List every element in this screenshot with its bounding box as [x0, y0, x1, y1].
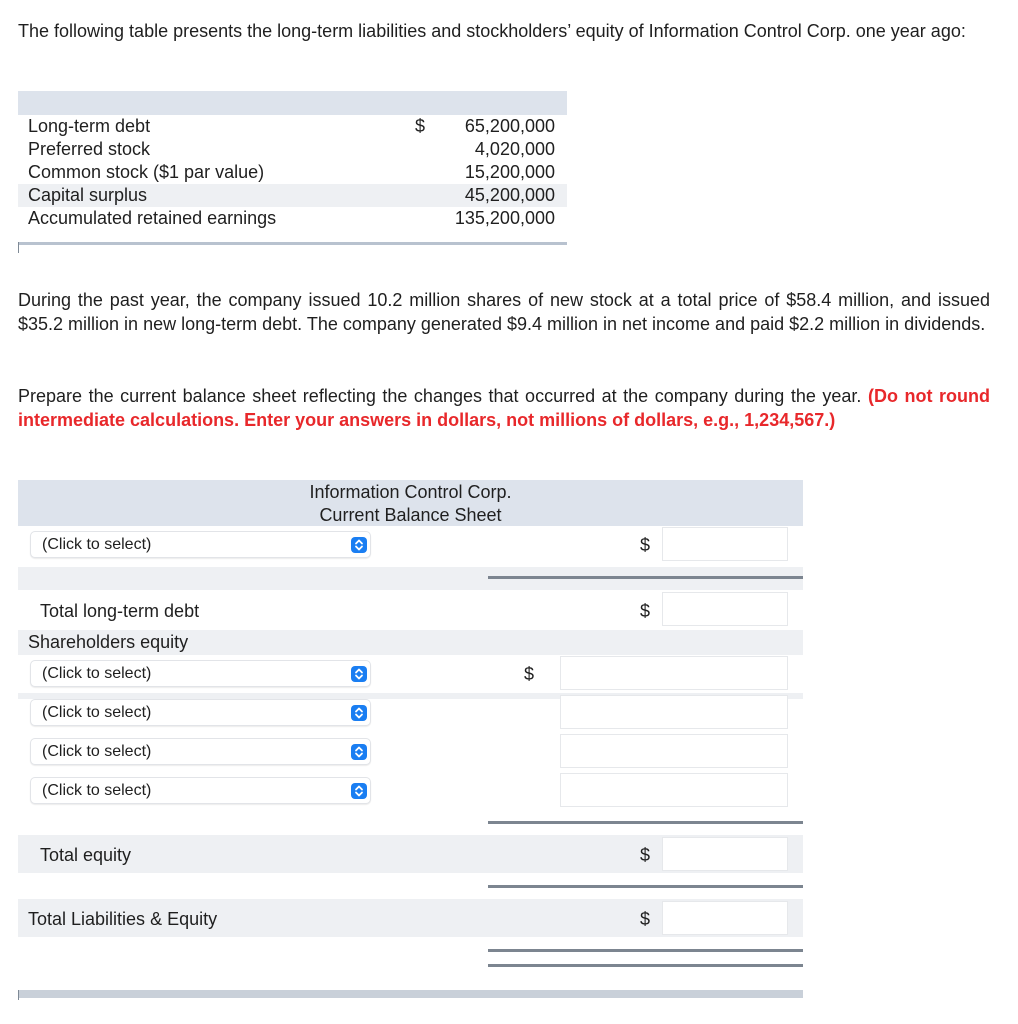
company-name: Information Control Corp. [309, 482, 512, 502]
problem-paragraph: During the past year, the company issued 10.2 million shares of new stock at a total price of $58.4 million, and issued $35.2 million in new long-term debt. The company generated $9.4 million in net income and paid $2.2 million in dividends. [18, 290, 990, 334]
total-liabilities-equity-label: Total Liabilities & Equity [28, 909, 218, 929]
row-label: Long-term debt [28, 116, 151, 136]
row-value: 4,020,000 [474, 139, 555, 159]
row-value: 135,200,000 [454, 208, 555, 228]
row-label: Preferred stock [28, 139, 151, 159]
table-row [18, 161, 567, 184]
currency-symbol: $ [640, 535, 651, 555]
select-chevron-icon [351, 783, 367, 799]
select-chevron-icon [351, 705, 367, 721]
equity-account-select-1[interactable] [30, 660, 371, 687]
debt-account-select[interactable] [30, 531, 371, 558]
given-liabilities-table [18, 91, 567, 253]
shareholders-equity-header: Shareholders equity [28, 632, 189, 652]
total-equity-input[interactable] [662, 837, 788, 871]
double-rule-top [488, 949, 803, 952]
select-placeholder: (Click to select) [42, 782, 152, 799]
balance-sheet-title-band [18, 480, 803, 526]
select-placeholder: (Click to select) [42, 743, 152, 760]
currency-symbol: $ [640, 845, 651, 865]
currency-symbol: $ [415, 116, 426, 136]
table-bottom-border [18, 990, 803, 998]
equity-account-select-3[interactable] [30, 738, 371, 765]
select-placeholder: (Click to select) [42, 536, 152, 553]
debt-amount-input[interactable] [662, 527, 788, 561]
currency-symbol: $ [640, 909, 651, 929]
subtotal-rule [488, 576, 803, 579]
instruction-text: Prepare the current balance sheet reflecting the changes that occurred at the company during the year. [18, 386, 862, 406]
table-header-band [18, 91, 567, 115]
table-corner-tick [18, 990, 19, 1000]
balance-sheet-answer-table [18, 480, 803, 1000]
select-placeholder: (Click to select) [42, 665, 152, 682]
equity-amount-input-2[interactable] [560, 695, 788, 729]
total-rule [488, 885, 803, 888]
equity-account-select-2[interactable] [30, 699, 371, 726]
row-label: Accumulated retained earnings [28, 208, 277, 228]
sheet-title: Current Balance Sheet [319, 505, 502, 525]
instruction-paragraph [18, 384, 990, 432]
table-corner-tick [18, 242, 19, 253]
subtotal-rule [488, 821, 803, 824]
table-bottom-border [18, 242, 567, 245]
table-row [18, 207, 567, 230]
select-chevron-icon [351, 666, 367, 682]
total-liabilities-equity-input[interactable] [662, 901, 788, 935]
equity-amount-input-3[interactable] [560, 734, 788, 768]
intro-text: The following table presents the long-term liabilities and stockholders’ equity of Information Control Corp. one year ago: [18, 21, 966, 41]
currency-symbol: $ [524, 664, 535, 684]
select-chevron-icon [351, 537, 367, 553]
currency-symbol: $ [640, 601, 651, 621]
total-equity-label: Total equity [40, 845, 132, 865]
table-row [18, 138, 567, 161]
instruction-warning: (Do not round intermediate calculations. Enter your answers in dollars, not millions of dollars, e.g., 1,234,567.) [18, 386, 990, 430]
total-ltd-label: Total long-term debt [40, 601, 200, 621]
equity-account-select-4[interactable] [30, 777, 371, 804]
row-label: Capital surplus [28, 185, 148, 205]
table-row [18, 115, 567, 138]
row-value: 45,200,000 [464, 185, 555, 205]
row-label: Common stock ($1 par value) [28, 162, 265, 182]
row-value: 15,200,000 [464, 162, 555, 182]
equity-amount-input-4[interactable] [560, 773, 788, 807]
select-chevron-icon [351, 744, 367, 760]
double-rule-bottom [488, 964, 803, 967]
select-placeholder: (Click to select) [42, 704, 152, 721]
equity-amount-input-1[interactable] [560, 656, 788, 690]
table-row [18, 184, 567, 207]
row-value: 65,200,000 [464, 116, 555, 136]
total-ltd-input[interactable] [662, 592, 788, 626]
